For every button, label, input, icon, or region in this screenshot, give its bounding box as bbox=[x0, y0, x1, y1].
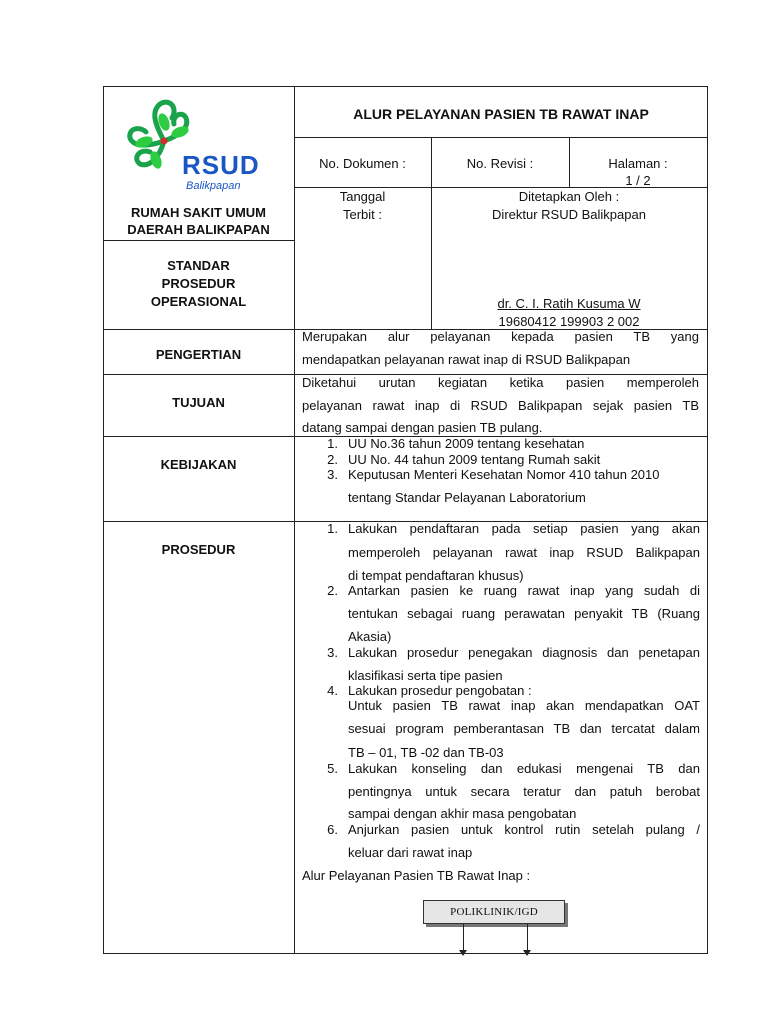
kebijakan-number-2: 2. bbox=[327, 452, 338, 467]
prosedur-5-line1: Lakukan konseling dan edukasi mengenai TB dan bbox=[348, 761, 700, 776]
prosedur-2-line3: Akasia) bbox=[348, 629, 392, 644]
table-border-bottom bbox=[103, 953, 708, 954]
sop-label-line1: STANDAR bbox=[167, 258, 230, 273]
rsud-logo-icon bbox=[120, 96, 270, 196]
flow-arrow-right bbox=[527, 924, 528, 950]
prosedur-number-2: 2. bbox=[327, 583, 338, 598]
prosedur-number-1: 1. bbox=[327, 521, 338, 536]
flow-arrow-left bbox=[463, 924, 464, 950]
tujuan-label: TUJUAN bbox=[172, 395, 225, 410]
hospital-cell-divider bbox=[103, 240, 295, 241]
tujuan-text-line3: datang sampai dengan pasien TB pulang. bbox=[302, 420, 543, 435]
kebijakan-item-1: UU No.36 tahun 2009 tentang kesehatan bbox=[348, 436, 585, 451]
halaman-value: 1 / 2 bbox=[625, 173, 651, 188]
sop-label-line3: OPERASIONAL bbox=[150, 294, 247, 309]
prosedur-number-6: 6. bbox=[327, 822, 338, 837]
logo-subtext: Balikpapan bbox=[186, 180, 241, 192]
prosedur-number-3: 3. bbox=[327, 645, 338, 660]
ditetapkan-line1: Ditetapkan Oleh : bbox=[518, 189, 620, 204]
logo-text: RSUD bbox=[182, 150, 260, 180]
table-border-right bbox=[707, 86, 708, 954]
tanggal-label-line1: Tanggal bbox=[339, 189, 386, 204]
prosedur-number-4: 4. bbox=[327, 683, 338, 698]
tanggal-label-line2: Terbit : bbox=[342, 207, 382, 222]
prosedur-1-line3: di tempat pendaftaran khusus) bbox=[348, 568, 524, 583]
prosedur-6-line2: keluar dari rawat inap bbox=[348, 845, 473, 860]
prosedur-1-line1: Lakukan pendaftaran pada setiap pasien yang akan bbox=[348, 521, 700, 536]
kebijakan-label: KEBIJAKAN bbox=[160, 457, 237, 472]
flow-intro: Alur Pelayanan Pasien TB Rawat Inap : bbox=[302, 868, 531, 883]
pengertian-label: PENGERTIAN bbox=[155, 347, 242, 362]
prosedur-4-line3: sesuai program pemberantasan TB dan tercatat dalam bbox=[348, 721, 700, 736]
arrowhead-right-icon bbox=[523, 950, 531, 956]
prosedur-number-5: 5. bbox=[327, 761, 338, 776]
kebijakan-item-3-line2: tentang Standar Pelayanan Laboratorium bbox=[348, 490, 586, 505]
arrowhead-left-icon bbox=[459, 950, 467, 956]
no-revisi-label: No. Revisi : bbox=[466, 156, 534, 171]
signatory-name: dr. C. I. Ratih Kusuma W bbox=[497, 296, 641, 311]
kebijakan-number-1: 1. bbox=[327, 436, 338, 451]
kebijakan-item-3-line1: Keputusan Menteri Kesehatan Nomor 410 tahun 2010 bbox=[348, 467, 660, 482]
prosedur-4-line1: Lakukan prosedur pengobatan : bbox=[348, 683, 532, 698]
halaman-label: Halaman : bbox=[608, 156, 668, 171]
prosedur-3-line2: klasifikasi serta tipe pasien bbox=[348, 668, 503, 683]
document-title: ALUR PELAYANAN PASIEN TB RAWAT INAP bbox=[353, 106, 649, 122]
tujuan-text-line1: Diketahui urutan kegiatan ketika pasien memperoleh bbox=[302, 375, 699, 390]
prosedur-4-line2: Untuk pasien TB rawat inap akan mendapatkan OAT bbox=[348, 698, 700, 713]
flow-box-poliklinik-igd: POLIKLINIK/IGD bbox=[423, 900, 565, 924]
tujuan-text-line2: pelayanan rawat inap di RSUD Balikpapan sejak pasien TB bbox=[302, 398, 699, 413]
kebijakan-item-2: UU No. 44 tahun 2009 tentang Rumah sakit bbox=[348, 452, 601, 467]
prosedur-label: PROSEDUR bbox=[161, 542, 236, 557]
sop-label-line2: PROSEDUR bbox=[161, 276, 236, 291]
title-row-divider bbox=[294, 137, 708, 138]
no-dokumen-label: No. Dokumen : bbox=[319, 156, 406, 171]
signatory-nip: 19680412 199903 2 002 bbox=[498, 314, 640, 329]
pengertian-text-line2: mendapatkan pelayanan rawat inap di RSUD Balikpapan bbox=[302, 352, 631, 367]
prosedur-5-line2: pentingnya untuk secara teratur dan patuh berobat bbox=[348, 784, 700, 799]
ditetapkan-line2: Direktur RSUD Balikpapan bbox=[492, 207, 646, 222]
table-border-top bbox=[103, 86, 708, 87]
prosedur-2-line2: tentukan sebagai ruang perawatan penyakit TB (Ruang bbox=[348, 606, 700, 621]
pengertian-text-line1: Merupakan alur pelayanan kepada pasien TB yang bbox=[302, 329, 699, 344]
prosedur-4-line4: TB – 01, TB -02 dan TB-03 bbox=[348, 745, 504, 760]
hospital-logo bbox=[120, 96, 270, 196]
prosedur-3-line1: Lakukan prosedur penegakan diagnosis dan penetapan bbox=[348, 645, 700, 660]
prosedur-5-line3: sampai dengan akhir masa pengobatan bbox=[348, 806, 577, 821]
hospital-name-line2: DAERAH BALIKPAPAN bbox=[127, 222, 270, 237]
hospital-name-line1: RUMAH SAKIT UMUM bbox=[130, 205, 267, 220]
prosedur-1-line2: memperoleh pelayanan rawat inap RSUD Balikpapan bbox=[348, 545, 700, 560]
prosedur-2-line1: Antarkan pasien ke ruang rawat inap yang sudah di bbox=[348, 583, 700, 598]
prosedur-6-line1: Anjurkan pasien untuk kontrol rutin setelah pulang / bbox=[348, 822, 700, 837]
kebijakan-number-3: 3. bbox=[327, 467, 338, 482]
